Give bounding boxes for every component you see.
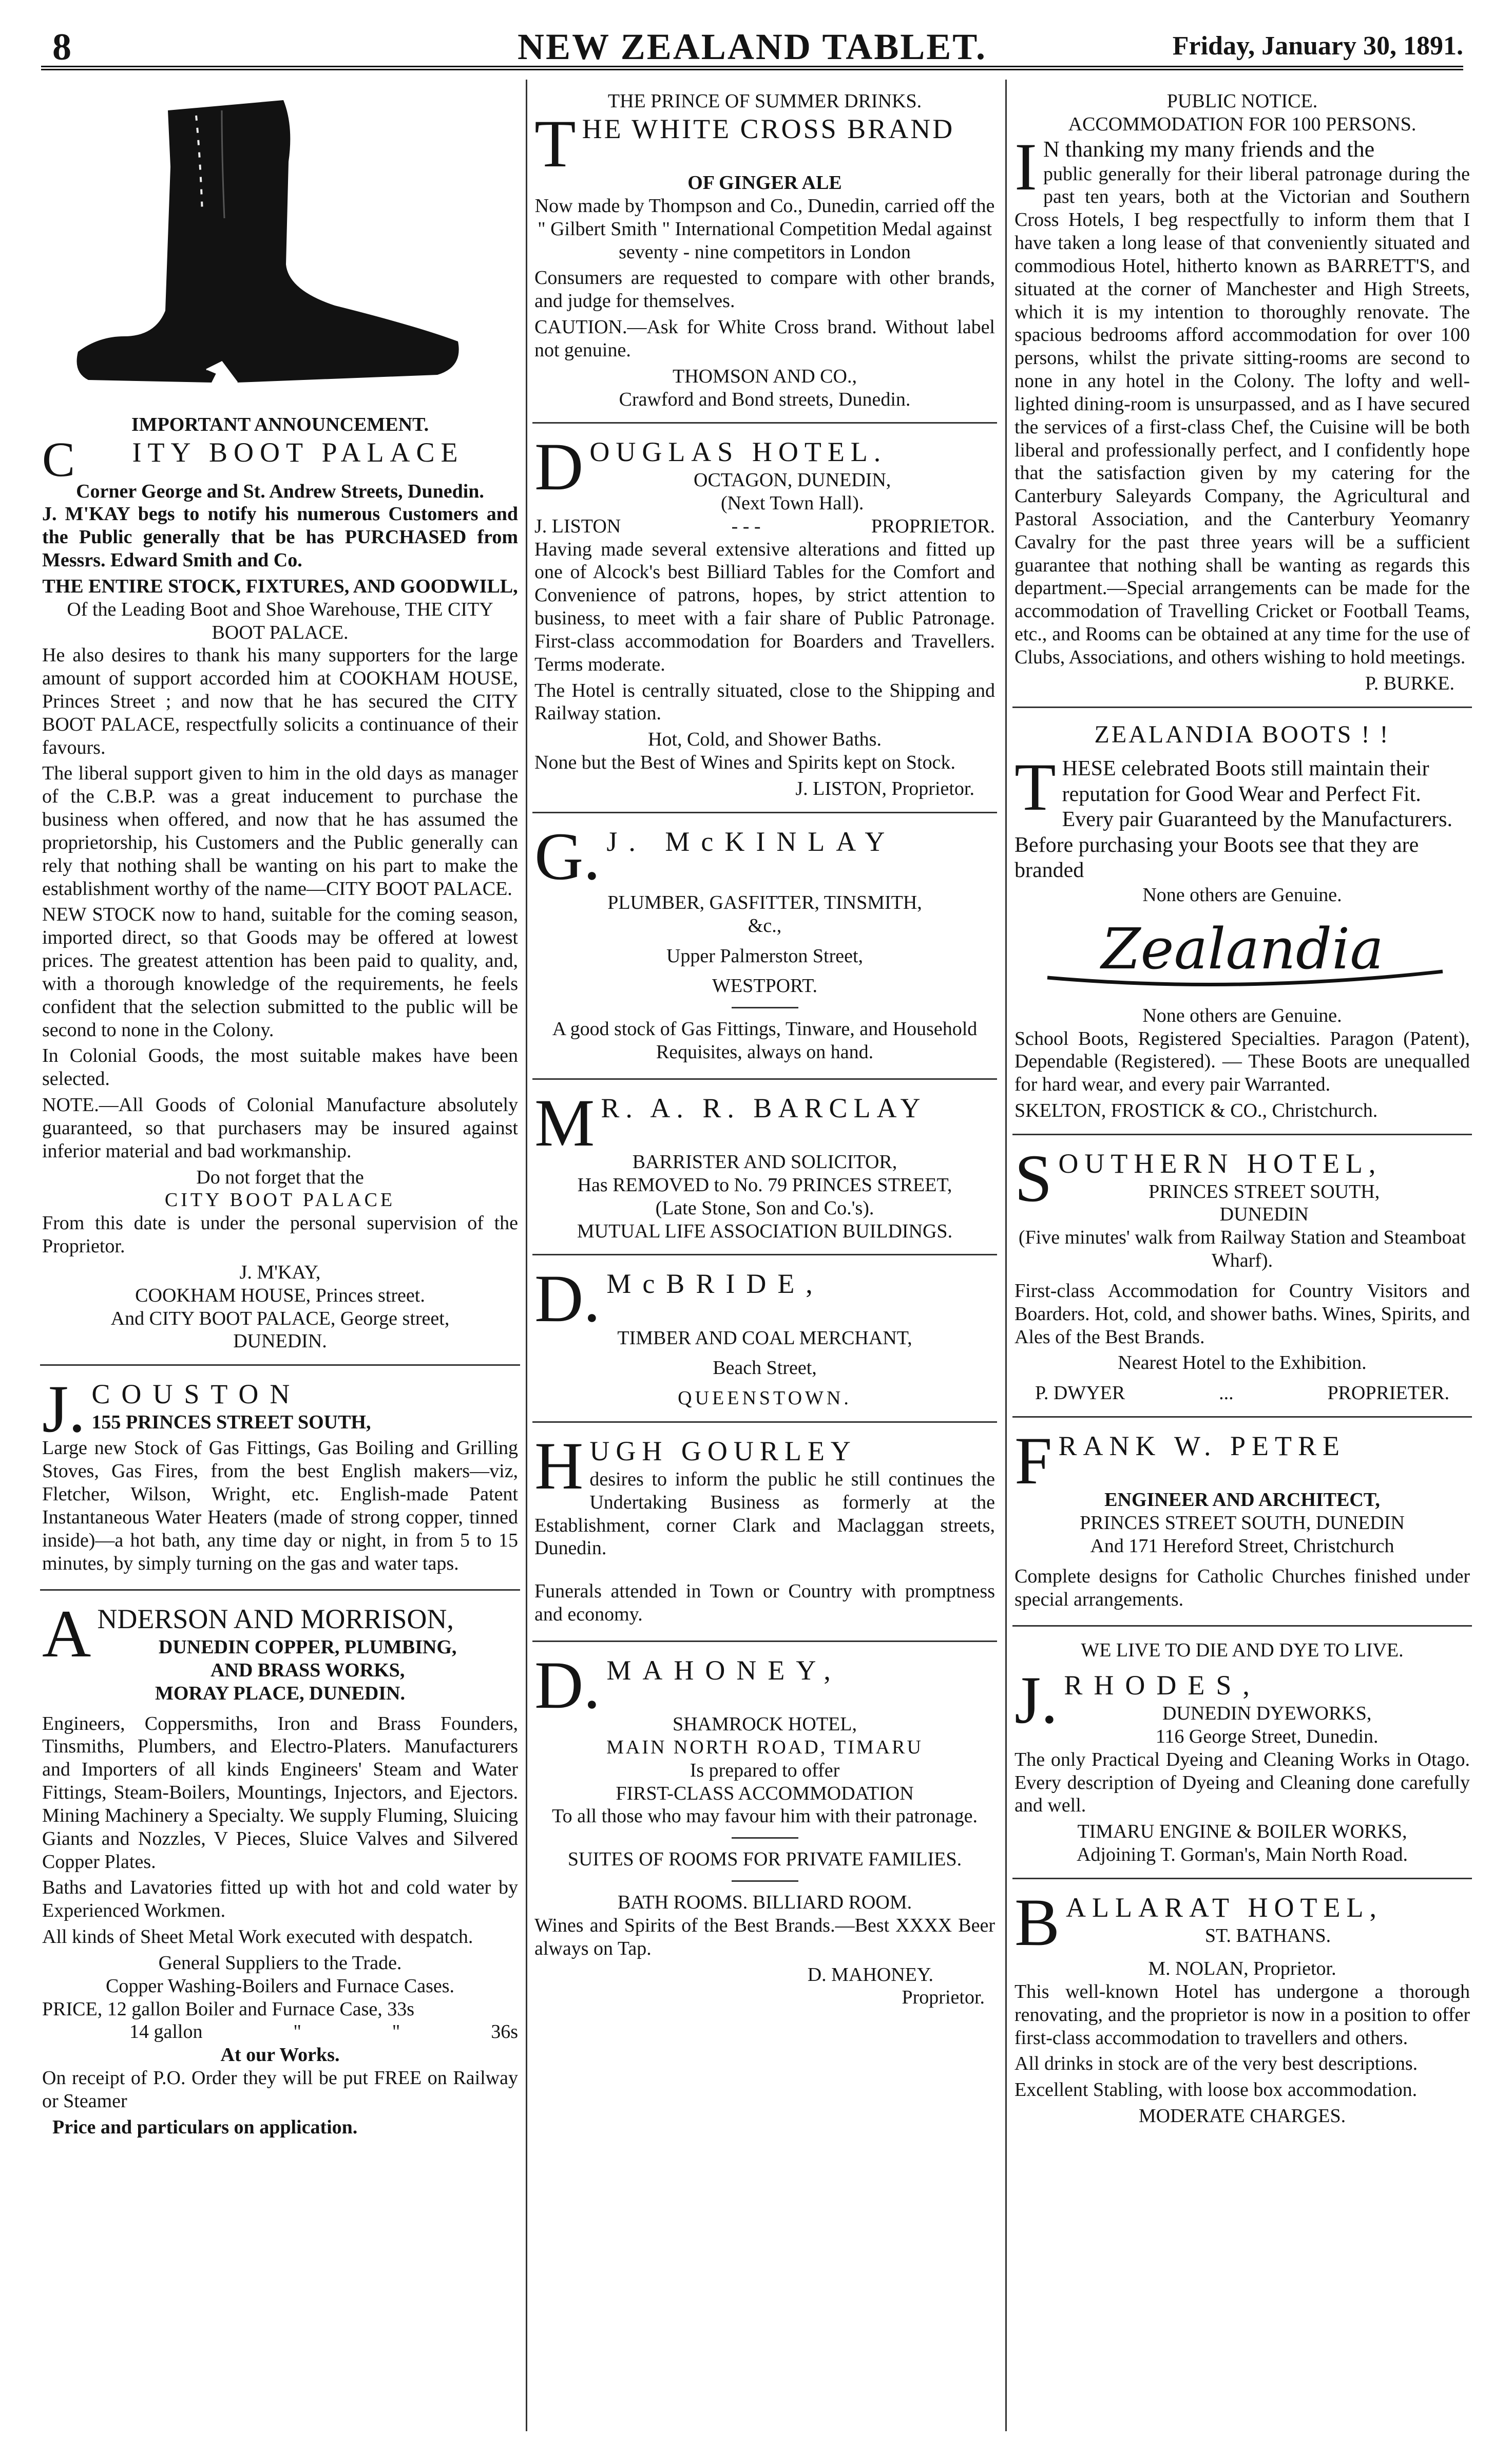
ad-line: SUITES OF ROOMS FOR PRIVATE FAMILIES.: [567, 1848, 962, 1871]
ad-subheading: (Five minutes' walk from Railway Station and Steamboat Wharf).: [1018, 1227, 1466, 1272]
ad-subheading: (Next Town Hall).: [720, 492, 864, 514]
ad-paragraph: All kinds of Sheet Metal Work executed with despatch.: [42, 1926, 473, 1948]
ad-paragraph: Consumers are requested to compare with other brands, and judge for themselves.: [534, 267, 995, 312]
ad-kicker: THE PRINCE OF SUMMER DRINKS.: [607, 90, 922, 112]
ad-line: (Late Stone, Son and Co.'s).: [655, 1197, 874, 1219]
ad-paragraph: School Boots, Registered Specialties. Paragon (Patent), Dependable (Registered). — These Boots are unequalled for hard wear, and every pair Warranted.: [1015, 1027, 1470, 1096]
ad-line: At our Works.: [220, 2044, 340, 2066]
ad-douglas-hotel: [532, 431, 997, 813]
ad-paragraph: The only Practical Dyeing and Cleaning Works in Otago. Every description of Dyeing and Cleaning done carefully and well.: [1015, 1748, 1470, 1817]
ad-ballarat-hotel: [1012, 1886, 1472, 2139]
ad-title: G. J. McKINLAY: [534, 818, 896, 894]
ad-signature: COOKHAM HOUSE, Princes street.: [135, 1284, 425, 1306]
ad-subheading: ST. BATHANS.: [1204, 1924, 1331, 1947]
ad-title: ZEALANDIA BOOTS ! !: [1094, 720, 1390, 748]
ad-paragraph: NOTE.—All Goods of Colonial Manufacture absolutely guaranteed, so that purchasers may be insured against inferior material and bad workmanship.: [42, 1094, 518, 1162]
ad-line: None others are Genuine.: [1142, 884, 1342, 906]
ad-zealandia-boots: [1012, 715, 1472, 1135]
zealandia-logo: [1032, 917, 1453, 994]
ad-subheading: MORAY PLACE, DUNEDIN.: [155, 1682, 405, 1704]
ad-location: Corner George and St. Andrew Streets, Dunedin.: [76, 480, 484, 502]
ad-line: Has REMOVED to No. 79 PRINCES STREET,: [577, 1174, 952, 1196]
ad-subheading: &c.,: [748, 914, 782, 937]
ad-signature: D. MAHONEY.: [807, 1963, 933, 1986]
ad-town: QUEENSTOWN.: [678, 1387, 852, 1409]
ad-paragraph: Excellent Stabling, with loose box accommodation.: [1015, 2079, 1418, 2101]
column-rule: [526, 80, 527, 2431]
ad-line: Copper Washing-Boilers and Furnace Cases.: [105, 1975, 455, 1997]
ad-kicker: PUBLIC NOTICE.: [1166, 90, 1318, 112]
ad-signature: J. LISTON, Proprietor.: [795, 777, 974, 799]
ad-paragraph: The liberal support given to him in the old days as manager of the C.B.P. was a great inducement to purchase the business when offered, and now that he has assumed the proprietorship, his Customers and the Public generally can rely that nothing shall be wanting on his part to make the establishment worthy of the name—CITY BOOT PALACE.: [42, 762, 518, 900]
ad-title: HUGH GOURLEY: [534, 1428, 857, 1504]
ad-line: MUTUAL LIFE ASSOCIATION BUILDINGS.: [577, 1220, 953, 1242]
ad-subheading: 116 George Street, Dunedin.: [1155, 1725, 1379, 1747]
ad-signature: And CITY BOOT PALACE, George street,: [110, 1307, 450, 1329]
ad-title: DOUGLAS HOTEL.: [534, 429, 887, 505]
ad-line: Is prepared to offer: [690, 1759, 840, 1781]
ad-subheading: ENGINEER AND ARCHITECT,: [1104, 1489, 1380, 1511]
ad-paragraph: J. M'KAY begs to notify his numerous Customers and the Public generally that be has PURCHASED from Messrs. Edward Smith and Co.: [42, 503, 518, 571]
ad-subheading: Of the Leading Boot and Shoe Warehouse, THE CITY BOOT PALACE.: [67, 598, 493, 643]
ad-line: BATH ROOMS. BILLIARD ROOM.: [617, 1892, 912, 1914]
column-left: [40, 85, 520, 2441]
ad-paragraph: desires to inform the public he still continues the Undertaking Business as formerly at the Establishment, corner Clark and Maclaggan streets, Dunedin.: [534, 1468, 995, 1559]
page-number: 8: [52, 26, 71, 68]
ad-title: D. McBRIDE,: [534, 1261, 824, 1337]
column-right: [1012, 85, 1472, 2441]
column-rule: [1005, 80, 1007, 2431]
ad-paragraph: Large new Stock of Gas Fittings, Gas Boiling and Grilling Stoves, Gas Fires, from the best English makers—viz, Fletcher, Wilson, Wright, etc. English-made Patent Instantaneous Water Heaters (made of strong copper, tinned inside)—a hot bath, any time day or night, in from 5 to 15 minutes, by simply turning on the gas and water taps.: [42, 1437, 518, 1574]
ad-signature: DUNEDIN.: [233, 1330, 327, 1352]
short-rule: [732, 1007, 798, 1008]
ad-street: Beach Street,: [713, 1357, 817, 1379]
ad-line: To all those who may favour him with their patronage.: [552, 1805, 978, 1827]
ad-subheading: PLUMBER, GASFITTER, TINSMITH,: [607, 891, 922, 913]
ad-subheading: AND BRASS WORKS,: [210, 1659, 405, 1681]
proprietor-row: P. DWYER ... PROPRIETER.: [1035, 1382, 1449, 1404]
ad-paragraph: Complete designs for Catholic Churches finished under special arrangements.: [1015, 1565, 1470, 1610]
ad-gourley: [532, 1430, 997, 1642]
ad-line: Price and particulars on application.: [52, 2116, 358, 2138]
ad-line: MODERATE CHARGES.: [1138, 2105, 1346, 2127]
short-rule: [732, 1880, 798, 1882]
boot-illustration: [68, 95, 468, 408]
ad-paragraph: Having made several extensive alterations and fitted up one of Alcock's best Billiard Tables for the Comfort and Convenience of patrons, hopes, by strict attention to business, to meet with a fair share of Public Patronage. First-class accommodation for Boarders and Travellers. Terms moderate.: [534, 538, 995, 675]
ad-line: Adjoining T. Gorman's, Main North Road.: [1076, 1844, 1408, 1865]
ad-line: PRICE, 12 gallon Boiler and Furnace Case, 33s: [42, 1998, 415, 2020]
ad-signature: SKELTON, FROSTICK & CO., Christchurch.: [1015, 1100, 1378, 1122]
ad-paragraph: First-class Accommodation for Country Visitors and Boarders. Hot, cold, and shower baths. Wines, Spirits, and Ales of the Best Brands.: [1015, 1280, 1470, 1348]
ad-paragraph: This well-known Hotel has undergone a thorough renovating, and the proprietor is now in a position to offer first-class accommodation to travellers and others.: [1015, 1980, 1470, 2049]
ad-paragraph: On receipt of P.O. Order they will be put FREE on Railway or Steamer: [42, 2067, 518, 2112]
ad-title: J. RHODES,: [1015, 1662, 1261, 1738]
ad-rhodes: [1012, 1634, 1472, 1879]
ad-street: Upper Palmerston Street,: [666, 945, 864, 967]
ad-subheading: TIMBER AND COAL MERCHANT,: [617, 1327, 912, 1349]
ad-title: D. MAHONEY,: [534, 1647, 842, 1723]
ad-title: J. COUSTON: [42, 1371, 301, 1447]
ad-white-cross: [532, 85, 997, 424]
column-middle: [532, 85, 997, 2441]
issue-date: Friday, January 30, 1891.: [1172, 31, 1463, 61]
ad-city-boot-palace: [40, 85, 520, 1366]
ad-paragraph: All drinks in stock are of the very best descriptions.: [1015, 2053, 1418, 2075]
ad-subheading: THE ENTIRE STOCK, FIXTURES, AND GOODWILL,: [42, 575, 518, 597]
ad-frank-petre: [1012, 1425, 1472, 1627]
short-rule: [732, 1837, 798, 1839]
ad-title: SOUTHERN HOTEL,: [1015, 1140, 1382, 1216]
ad-paragraph: Baths and Lavatories fitted up with hot and cold water by Experienced Workmen.: [42, 1877, 518, 1922]
ad-line: Hot, Cold, and Shower Baths.: [648, 729, 882, 751]
ad-subheading: PRINCES STREET SOUTH,: [1149, 1180, 1380, 1203]
ad-line: Do not forget that the: [196, 1166, 364, 1188]
ad-paragraph: Wines and Spirits of the Best Brands.—Best XXXX Beer always on Tap.: [534, 1914, 995, 1959]
ad-subheading: PRINCES STREET SOUTH, DUNEDIN: [1080, 1512, 1405, 1534]
ad-subheading: And 171 Hereford Street, Christchurch: [1090, 1535, 1394, 1557]
ad-lead: THESE celebrated Boots still maintain their reputation for Good Wear and Perfect Fit. Every pair Guaranteed by the Manufacturers. Before purchasing your Boots see that they are branded: [1015, 749, 1452, 883]
ad-title: BALLARAT HOTEL,: [1015, 1884, 1383, 1960]
ad-title: I N thanking my many friends and the: [1015, 128, 1375, 204]
ad-subheading: SHAMROCK HOTEL,: [673, 1713, 857, 1735]
ad-subheading: DUNEDIN DYEWORKS,: [1162, 1703, 1372, 1725]
ad-paragraph: Funerals attended in Town or Country with promptness and economy.: [534, 1580, 995, 1625]
newspaper-title: NEW ZEALAND TABLET.: [518, 26, 987, 67]
ad-paragraph: NEW STOCK now to hand, suitable for the coming season, imported direct, so that Goods may be offered at lowest prices. The greatest attention has been paid to quality, and, with a thorough knowledge of the requirements, he feels confident that the selection submitted to the public will be second to none in the Colony.: [42, 904, 518, 1041]
ad-address: 155 PRINCES STREET SOUTH,: [91, 1411, 371, 1433]
ad-town: WESTPORT.: [712, 975, 817, 997]
ad-line: None others are Genuine.: [1142, 1004, 1342, 1026]
masthead: [41, 26, 1463, 68]
ad-line: CITY BOOT PALACE: [164, 1189, 396, 1211]
ad-public-notice: [1012, 85, 1472, 708]
ad-subheading: OCTAGON, DUNEDIN,: [694, 469, 891, 491]
ad-title: THE WHITE CROSS BRAND: [534, 105, 955, 181]
ad-signature: J. M'KAY,: [239, 1261, 321, 1283]
ad-paragraph: public generally for their liberal patronage during the past ten years, both at the Victorian and Southern Cross Hotels, I beg respectfully to inform them that I have taken a long lease of that conveniently situated and commodious Hotel, hitherto known as BARRETT'S, and situated at the corner of Manchester and High Streets, which it is my intention to thoroughly renovate. The spacious bedrooms afford accommodation for over 100 persons, whilst the private sitting-rooms are second to none in any hotel in the Colony. The lofty and well-lighted dining-room is unsurpassed, and as I have secured the services of a first-class Chef, the Cuisine will be both liberal and professionally perfect, and I confidently hope that the satisfaction given by my catering for the Canterbury Saleyards Company, the Agricultural and Pastoral Association, and the Canterbury Yeomanry Cavalry for the past three years will be a sufficient guarantee that nothing shall be wanting as regards this department.—Special arrangements can be made for the accommodation of Travelling Cricket or Football Teams, etc., and Rooms can be obtained at any time for the use of Clubs, Associations, and others wishing to hold meetings.: [1015, 163, 1470, 668]
ad-title: C ITY BOOT PALACE: [42, 431, 464, 487]
ad-subheading: DUNEDIN: [1219, 1204, 1309, 1226]
ad-title: FRANK W. PETRE: [1015, 1423, 1346, 1499]
ad-mahoney: [532, 1649, 997, 2020]
ad-paragraph: None but the Best of Wines and Spirits kept on Stock.: [534, 752, 955, 773]
ad-subheading: DUNEDIN COPPER, PLUMBING,: [158, 1636, 457, 1658]
masthead-rule: [41, 66, 1463, 70]
ad-line: FIRST-CLASS ACCOMMODATION: [616, 1782, 914, 1804]
ad-kicker: WE LIVE TO DIE AND DYE TO LIVE.: [1081, 1639, 1404, 1662]
ad-paragraph: He also desires to thank his many supporters for the large amount of support accorded him at COOKHAM HOUSE, Princes Street ; and now that he has secured the CITY BOOT PALACE, respectfully solicits a continuance of their favours.: [42, 644, 518, 758]
ad-southern-hotel: [1012, 1142, 1472, 1418]
ad-signature: P. BURKE.: [1365, 672, 1454, 694]
ad-mckinlay: [532, 818, 997, 1080]
ad-line: Nearest Hotel to the Exhibition.: [1118, 1352, 1367, 1374]
ad-subheading: ACCOMMODATION FOR 100 PERSONS.: [1068, 113, 1417, 135]
svg-text:Zealandia: Zealandia: [1101, 917, 1384, 982]
ad-mcbride: [532, 1263, 997, 1423]
ad-title: M R. A. R. BARCLAY: [534, 1084, 927, 1160]
proprietor-row: J. LISTON - - - PROPRIETOR.: [534, 515, 995, 537]
ad-signature: Proprietor.: [902, 1987, 985, 2009]
ad-paragraph: CAUTION.—Ask for White Cross brand. Without label not genuine.: [534, 316, 995, 361]
ad-line: TIMARU ENGINE & BOILER WORKS,: [1077, 1821, 1407, 1843]
ad-kicker: IMPORTANT ANNOUNCEMENT.: [131, 414, 429, 435]
ad-paragraph: From this date is under the personal supervision of the Proprietor.: [42, 1212, 518, 1257]
ad-subheading: MAIN NORTH ROAD, TIMARU: [606, 1736, 923, 1758]
ad-subheading: OF GINGER ALE: [687, 172, 842, 194]
ad-line: General Suppliers to the Trade.: [158, 1952, 402, 1974]
ad-line: M. NOLAN, Proprietor.: [1148, 1958, 1336, 1980]
ad-anderson-morrison: [40, 1598, 520, 2150]
ad-subheading: BARRISTER AND SOLICITOR,: [632, 1151, 897, 1173]
ad-paragraph: In Colonial Goods, the most suitable makes have been selected.: [42, 1045, 518, 1090]
ad-paragraph: A good stock of Gas Fittings, Tinware, and Household Requisites, always on hand.: [552, 1018, 978, 1063]
ad-paragraph: Now made by Thompson and Co., Dunedin, carried off the " Gilbert Smith " International Competition Medal against seventy - nine competitors in London: [534, 195, 995, 263]
ad-title: ANDERSON AND MORRISON,: [42, 1596, 454, 1672]
ad-paragraph: Engineers, Coppersmiths, Iron and Brass Founders, Tinsmiths, Plumbers, and Electro-Platers. Manufacturers and Importers of all kinds Engineers' Steam and Water Fittings, Steam-Boilers, Mountings, Injectors, and Ejectors. Mining Machinery a Specialty. We supply Fluming, Sluicing Giants and Nozzles, V Pieces, Sluice Valves and Silvered Copper Plates.: [42, 1712, 518, 1873]
price-row: 14 gallon " " 36s: [129, 2021, 518, 2043]
ad-barclay: [532, 1084, 997, 1256]
ad-couston: [40, 1373, 520, 1591]
ad-paragraph: The Hotel is centrally situated, close to the Shipping and Railway station.: [534, 679, 995, 724]
ad-signature: Crawford and Bond streets, Dunedin.: [619, 388, 911, 410]
ad-signature: THOMSON AND CO.,: [673, 365, 857, 387]
